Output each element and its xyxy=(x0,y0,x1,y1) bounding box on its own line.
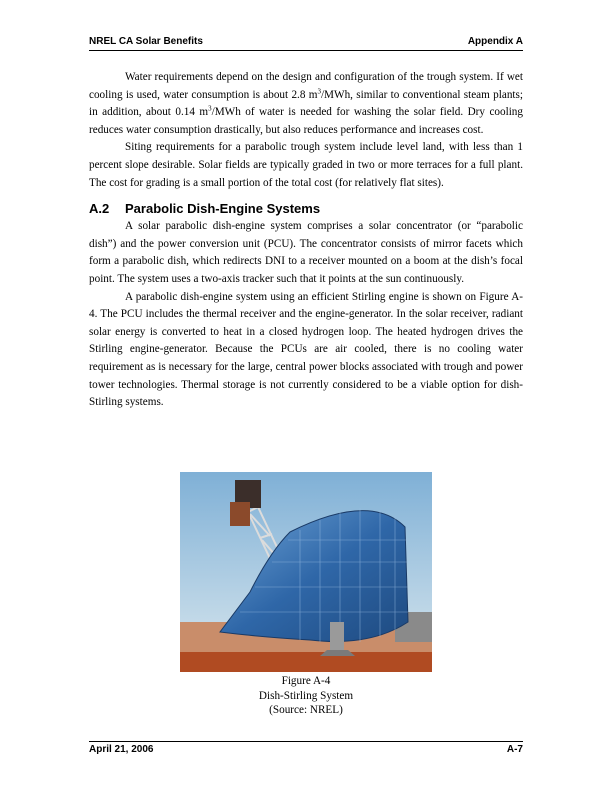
figure-source: (Source: NREL) xyxy=(269,704,343,716)
receiver-housing xyxy=(230,502,250,526)
ground xyxy=(180,652,432,672)
section-heading: A.2 Parabolic Dish-Engine Systems xyxy=(89,201,321,217)
paragraph-water-requirements: Water requirements depend on the design and configuration of the trough system. If wet cooling is used, water consumption is about 2.8 $m^3$/MWh, similar to conventional steam plants; in addition, about 0.14 $m^3$/MWh of water is needed for washing the solar field. Dry cooling reduces water consumption drastically, but also reduces performance and increases cost. xyxy=(89,71,523,136)
page-header xyxy=(89,36,523,50)
page-number: A-7 xyxy=(506,744,523,755)
figure-caption xyxy=(180,674,432,718)
paragraph-siting-requirements: Siting requirements for a parabolic trough system include level land, with less than 1 percent slope desirable. Solar fields are typically graded in two or more terraces for a full plant. The cost for grading is a small portion of the total cost (for relatively flat sites). xyxy=(89,141,523,189)
figure-title: Dish-Stirling System xyxy=(258,689,354,702)
dish-stirling-illustration xyxy=(180,472,432,672)
figure-dish-stirling-photo xyxy=(180,472,432,672)
paragraph-dish-stirling: A parabolic dish-engine system using an efficient Stirling engine is shown on Figure A-4. The PCU includes the thermal receiver and the engine-generator. In the solar receiver, radiant solar energy is converted to heat in a closed hydrogen loop. The heated hydrogen drives the Stirling engine-generator. Because the PCUs are air cooled, there is no cooling water requirement as is necessary for the large, central power blocks associated with trough and power tower technologies. Thermal storage is not currently considered to be a viable option for dish-Stirling systems. xyxy=(89,290,523,409)
footer-rule xyxy=(89,741,523,742)
header-rule xyxy=(89,50,523,51)
header-right-section: Appendix A xyxy=(467,36,523,47)
paragraph-dish-engine-intro: A solar parabolic dish-engine system comprises a solar concentrator (or “parabolic dish”) and the power conversion unit (PCU). The concentrator consists of mirror facets which form a parabolic dish, which redirects DNI to a receiver mounted on a boom at the dish’s focal point. The system uses a two-axis tracker such that it points at the sun continuously. xyxy=(89,220,523,285)
footer-date: April 21, 2006 xyxy=(89,744,154,755)
figure-label: Figure A-4 xyxy=(281,675,331,687)
header-left-title: NREL CA Solar Benefits xyxy=(89,36,203,47)
body-text xyxy=(89,69,523,412)
page-footer xyxy=(89,744,523,758)
